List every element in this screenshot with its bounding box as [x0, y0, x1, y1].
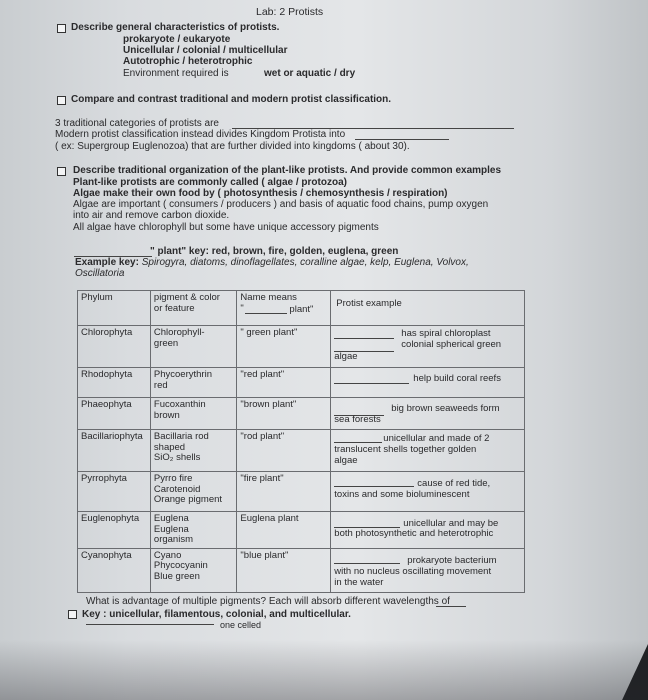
example-text: unicellular and made of 2 [383, 433, 490, 444]
key-bottom: Key : unicellular, filamentous, colonial, and multicellular. [82, 609, 351, 620]
example-text: with no nucleus oscillating movement [334, 565, 492, 577]
answer-line [245, 313, 287, 314]
sec2-line1: 3 traditional categories of protists are [55, 118, 219, 129]
header-pigment-text: pigment & color or feature [153, 292, 220, 314]
table-row [78, 368, 525, 398]
pigment-text: Phycoerythrin red [153, 369, 212, 391]
cell-phylum [78, 326, 151, 368]
cell-phylum [78, 398, 151, 430]
example-text: both photosynthetic and heterotrophic [334, 528, 494, 539]
table-row [78, 430, 525, 472]
example-text: sea forests [334, 414, 381, 425]
cell-example [331, 548, 525, 592]
sec3-line2: Algae make their own food by ( photosynthesis / chemosynthesis / respiration) [73, 188, 448, 199]
answer-line [436, 606, 466, 607]
phylum-text: Phaeophyta [81, 399, 132, 410]
name-text: " green plant" [240, 327, 298, 338]
cell-name [237, 326, 331, 368]
table-row [78, 398, 525, 430]
example-key-text2: Oscillatoria [75, 268, 125, 279]
name-text: "blue plant" [240, 549, 289, 561]
cell-example [331, 512, 525, 549]
example-text: algae [334, 351, 358, 362]
sec1-line4b: wet or aquatic / dry [264, 68, 356, 79]
name-text: "fire plant" [240, 473, 284, 484]
answer-line [334, 442, 382, 443]
cell-pigment [150, 430, 237, 472]
sec3-heading: Describe traditional organization of the plant-like protists. And provide common examples [73, 165, 502, 176]
cell-name [237, 548, 331, 592]
checkbox-key[interactable] [68, 610, 77, 619]
sec1-line1: prokaryote / eukaryote [123, 34, 231, 45]
cell-name [237, 430, 331, 472]
header-name-plant: plant" [289, 304, 314, 315]
header-name [237, 291, 331, 326]
name-text: "red plant" [240, 369, 285, 380]
cell-example [331, 398, 525, 430]
sec1-line2: Unicellular / colonial / multicellular [123, 45, 288, 56]
example-key [75, 257, 469, 268]
example-text: colonial spherical green [401, 339, 502, 350]
cell-pigment [150, 326, 237, 368]
cell-name [237, 512, 331, 549]
header-example-text: Protist example [336, 298, 402, 309]
sec1-heading: Describe general characteristics of protists. [71, 22, 280, 33]
phylum-text: Chlorophyta [81, 327, 133, 338]
example-key-text: Spirogyra, diatoms, dinoflagellates, coralline algae, kelp, Euglena, Volvox, [138, 257, 469, 268]
header-phylum-text: Phylum [81, 292, 113, 303]
example-text: has spiral chloroplast [401, 328, 491, 339]
example-text: unicellular and may be [403, 518, 499, 529]
cell-phylum [78, 512, 151, 549]
table-row [78, 548, 525, 592]
cell-name [237, 368, 331, 398]
pigment-text: Fucoxanthin brown [153, 399, 206, 421]
phylum-text: Bacillariophyta [81, 431, 143, 442]
example-text: help build coral reefs [413, 373, 501, 384]
table-header-row [78, 291, 525, 326]
sec3-line5: All algae have chlorophyll but some have unique accessory pigments [73, 222, 379, 233]
example-text: cause of red tide, [417, 478, 491, 489]
example-text: translucent shells together golden [334, 444, 477, 455]
name-text: Euglena plant [240, 513, 299, 524]
sec3-line1: Plant-like protists are commonly called ( algae / protozoa) [73, 177, 347, 188]
cell-phylum [78, 472, 151, 512]
pigment-text: Euglena Euglena organism [153, 513, 193, 545]
table-row [78, 512, 525, 549]
example-text: prokaryote bacterium [407, 554, 497, 566]
example-text: in the water [334, 576, 384, 588]
table-row [78, 472, 525, 512]
sec2-line2: Modern protist classification instead divides Kingdom Protista into [55, 129, 346, 140]
cell-name [237, 472, 331, 512]
example-text: toxins and some bioluminescent [334, 489, 470, 500]
name-text: "brown plant" [240, 399, 297, 410]
header-pigment [150, 291, 237, 326]
answer-line [334, 486, 414, 487]
cell-phylum [78, 368, 151, 398]
cell-pigment [150, 548, 237, 592]
pigment-text: Cyano Phycocyanin Blue green [153, 549, 208, 582]
pigment-text: Bacillaria rod shaped SiO₂ shells [153, 431, 209, 463]
header-example [331, 291, 525, 326]
phylum-text: Rhodophyta [81, 369, 133, 380]
checkbox-sec3[interactable] [57, 167, 66, 176]
sec1-line4a: Environment required is [123, 68, 229, 79]
example-key-label: Example key: [75, 257, 139, 268]
cell-name [237, 398, 331, 430]
cell-pigment [150, 472, 237, 512]
plant-key: " plant" key: red, brown, fire, golden, euglena, green [150, 246, 399, 257]
multiple-pigments-question: What is advantage of multiple pigments? Each will absorb different wavelengths of [86, 596, 450, 607]
table-row [78, 326, 525, 368]
answer-line [334, 383, 409, 384]
cell-pigment [150, 368, 237, 398]
phylum-text: Pyrrophyta [81, 473, 127, 484]
pigment-text: Chlorophyll- green [153, 327, 205, 349]
cell-example [331, 326, 525, 368]
checkbox-sec1[interactable] [57, 24, 66, 33]
page-shadow [0, 640, 648, 700]
header-name-quote: " [240, 302, 244, 314]
name-text: "rod plant" [240, 431, 285, 442]
sec3-line3: Algae are important ( consumers / producers ) and basis of aquatic food chains, pump oxygen [73, 199, 489, 210]
answer-line [334, 338, 394, 339]
cell-phylum [78, 548, 151, 592]
answer-line [334, 563, 400, 564]
cell-example [331, 430, 525, 472]
phylum-text: Euglenophyta [81, 513, 140, 524]
example-text: algae [334, 455, 358, 466]
header-phylum [78, 291, 151, 326]
checkbox-sec2[interactable] [57, 96, 66, 105]
sec3-line4: into air and remove carbon dioxide. [73, 210, 230, 221]
page-title: Lab: 2 Protists [256, 6, 324, 18]
header-name-text: Name means [240, 292, 297, 303]
phylum-table [77, 290, 525, 593]
cell-phylum [78, 430, 151, 472]
cell-pigment [150, 398, 237, 430]
answer-line [355, 139, 449, 140]
answer-line [86, 624, 214, 625]
phylum-text: Cyanophyta [81, 549, 132, 561]
pigment-text: Pyrro fire Carotenoid Orange pigment [153, 473, 223, 505]
sec1-line3: Autotrophic / heterotrophic [123, 56, 253, 67]
sec2-line3: ( ex: Supergroup Euglenozoa) that are further divided into kingdoms ( about 30). [55, 141, 410, 152]
sec2-heading: Compare and contrast traditional and modern protist classification. [71, 94, 392, 105]
example-text: big brown seaweeds form [391, 403, 500, 414]
cell-example [331, 472, 525, 512]
cell-pigment [150, 512, 237, 549]
one-celled: one celled [220, 620, 262, 630]
cell-example [331, 368, 525, 398]
